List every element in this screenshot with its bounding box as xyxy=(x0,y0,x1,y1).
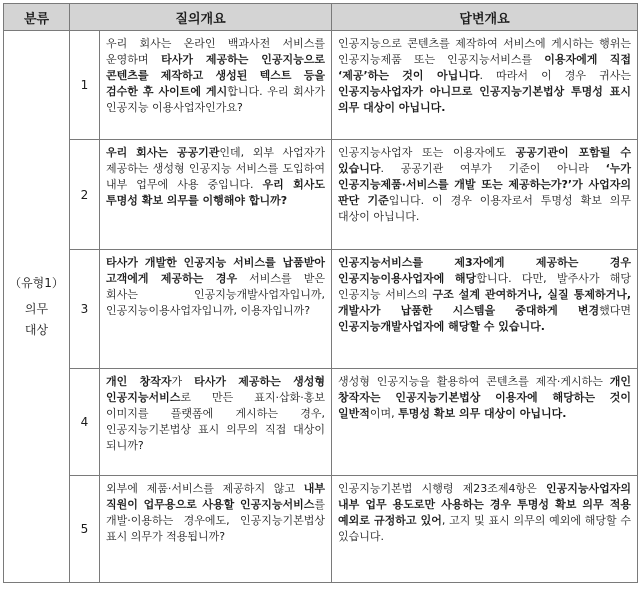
question-cell xyxy=(100,31,332,140)
body-text: 인공지능사업자 또는 이용자에도 xyxy=(338,146,516,159)
row-number: 1 xyxy=(70,31,100,140)
emphasized-text: 내부 직원이 업무용으로 사용할 인공지능서비스 xyxy=(106,482,326,511)
category-cell xyxy=(4,31,70,583)
emphasized-text: 인공지능서비스를 제3자에게 제공하는 경우 인공지능이용사업자에 해당 xyxy=(338,256,632,285)
body-text: 우리 회사는 온라인 백과사전 서비스를 운영하며 xyxy=(106,37,326,66)
answer-cell xyxy=(332,369,638,476)
body-text: 이며, xyxy=(369,407,399,420)
answer-cell xyxy=(332,31,638,140)
body-text: 서비스를 받은 회사는 인공지능개발사업자입니까, 인공지능이용사업자입니까, 이용자입니까? xyxy=(106,272,326,317)
emphasized-text: 개인 창작자 xyxy=(106,375,172,388)
row-number: 2 xyxy=(70,140,100,250)
body-text: 외부에 제품·서비스를 제공하지 않고 xyxy=(106,482,304,495)
table-row xyxy=(4,476,638,583)
table-row xyxy=(4,250,638,369)
body-text: 로 만든 표지·삽화·홍보 이미지를 플랫폼에 게시하는 경우, 인공지능기본법상 표시 의무의 직접 대상이 되니까? xyxy=(106,391,326,452)
answer-cell xyxy=(332,140,638,250)
emphasized-text: 타사가 제공하는 생성형 인공지능서비스 xyxy=(106,375,326,404)
row-number: 4 xyxy=(70,369,100,476)
header-answer: 답변개요 xyxy=(332,4,638,31)
table-row xyxy=(4,369,638,476)
body-text: . 공공기관 여부가 기준이 아니라 xyxy=(380,162,606,175)
question-cell xyxy=(100,369,332,476)
emphasized-text: 투명성 확보 의무 대상이 아닙니다. xyxy=(398,407,567,420)
emphasized-text: 우리 회사는 공공기관 xyxy=(106,146,220,159)
question-cell xyxy=(100,250,332,369)
table-row xyxy=(4,31,638,140)
table-row xyxy=(4,140,638,250)
row-number: 5 xyxy=(70,476,100,583)
category-line: 의무 xyxy=(24,301,49,316)
emphasized-text: 공공기관이 포함될 수 있습니다 xyxy=(338,146,631,175)
body-text: 인데, 외부 사업자가 제공하는 생성형 인공지능 서비스를 도입하여 내부 업무에 사용 중입니다. xyxy=(106,146,326,191)
body-text: . 따라서 이 경우 귀사는 xyxy=(479,69,632,82)
question-cell xyxy=(100,140,332,250)
emphasized-text: ‘누가 인공지능제품·서비스를 개발 또는 제공하는가?’가 사업자의 판단 기준 xyxy=(338,162,632,207)
emphasized-text: 타사가 제공하는 인공지능으로 콘텐츠를 제작하고 생성된 텍스트 등을 검수한 후 사이트에 게시 xyxy=(106,53,326,98)
body-text: 합니다. 우리 회사가 인공지능 이용사업자인가요? xyxy=(106,85,326,114)
body-text: 인공지능으로 콘텐츠를 제작하여 서비스에 게시하는 행위는 인공지능제품 또는 인공지능서비스를 xyxy=(338,37,632,66)
header-row xyxy=(4,4,638,31)
emphasized-text: 인공지능사업자의 내부 업무 용도로만 사용하는 경우 투명성 확보 의무 적용 예외로 규정하고 있어 xyxy=(338,482,632,527)
emphasized-text: 개인 창작자는 인공지능기본법상 이용자에 해당하는 것이 일반적 xyxy=(338,375,632,420)
category-line: （유형1） xyxy=(9,275,64,290)
answer-cell xyxy=(332,250,638,369)
body-text: 생성형 인공지능을 활용하여 콘텐츠를 제작·게시하는 xyxy=(338,375,610,388)
body-text: , 고지 및 표시 의무의 예외에 해당할 수 있습니다. xyxy=(338,514,632,543)
body-text: 입니다. 이 경우 이용자로서 투명성 확보 의무 대상이 아닙니다. xyxy=(338,194,631,223)
emphasized-text: 인공지능사업자가 아니므로 인공지능기본법상 투명성 표시 의무 대상이 아닙니다. xyxy=(338,85,632,114)
answer-cell xyxy=(332,476,638,583)
body-text: 인공지능기본법 시행령 제23조제4항은 xyxy=(338,482,546,495)
category-line: 대상 xyxy=(24,322,49,337)
emphasized-text: 우리 회사도 투명성 확보 의무를 이행해야 합니까? xyxy=(106,178,326,207)
emphasized-text: 이용자에게 직접 ‘제공’하는 것이 아닙니다 xyxy=(338,53,632,82)
emphasized-text: 구조 설계 관여하거나, 실질 통제하거나, 개발사가 납품한 시스템을 중대하게 변경 xyxy=(338,288,631,317)
header-category: 분류 xyxy=(4,4,70,31)
body-text: 합니다. 다만, 발주사가 해당 인공지능 서비스의 xyxy=(338,272,632,301)
body-text: 했다면 xyxy=(599,304,632,317)
question-cell xyxy=(100,476,332,583)
row-number: 3 xyxy=(70,250,100,369)
body-text: 가 xyxy=(171,375,195,388)
emphasized-text: 인공지능개발사업자에 해당할 수 있습니다. xyxy=(338,320,545,333)
header-question: 질의개요 xyxy=(70,4,332,31)
body-text: 를 개발·이용하는 경우에도, 인공지능기본법상 표시 의무가 적용됩니까? xyxy=(106,498,326,543)
qa-table xyxy=(3,3,638,583)
emphasized-text: 타사가 개발한 인공지능 서비스를 납품받아 고객에게 제공하는 경우 xyxy=(106,256,326,285)
